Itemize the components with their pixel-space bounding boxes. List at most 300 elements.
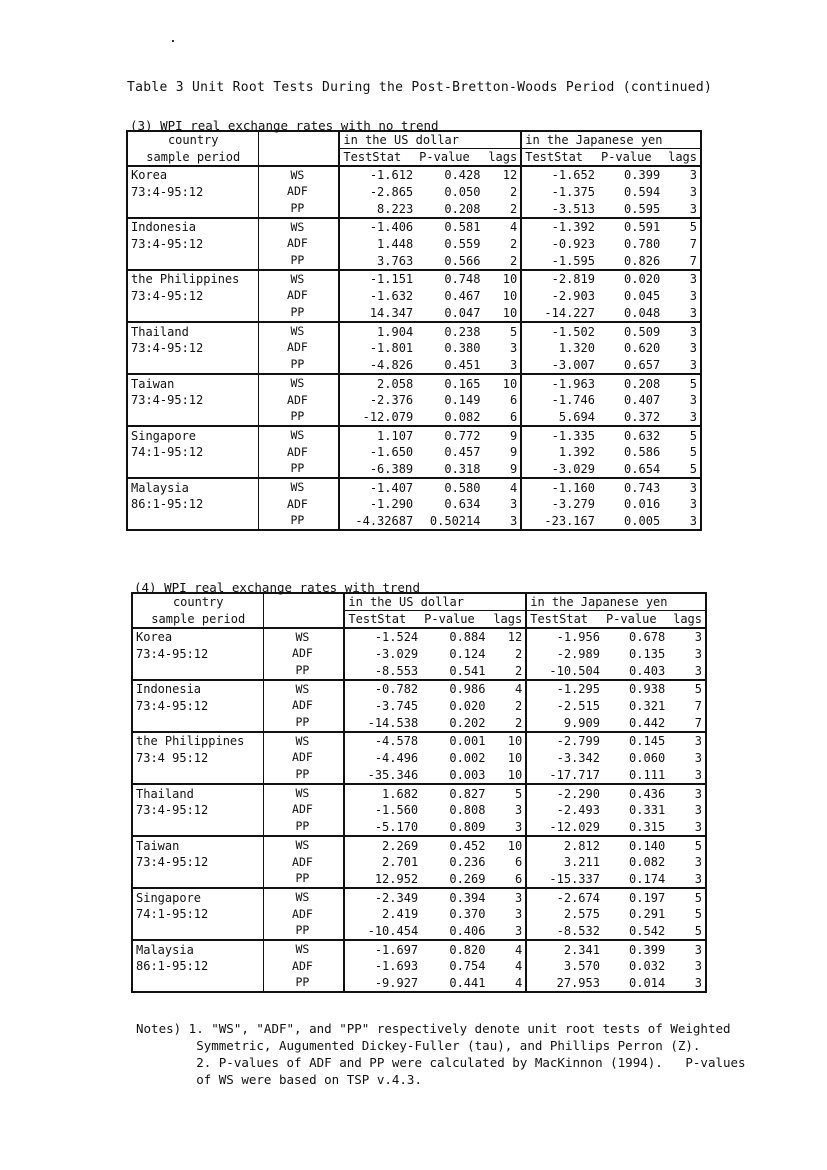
jpy-teststat: -2.819 bbox=[521, 270, 598, 288]
jpy-teststat: -3.279 bbox=[551, 497, 595, 512]
jpy-teststat: 3.570 bbox=[563, 959, 600, 974]
jpy-lags-header: lags bbox=[663, 149, 701, 167]
sample-period-header: sample period bbox=[132, 611, 264, 629]
test-name: PP bbox=[295, 819, 310, 834]
usd-lags: 2 bbox=[488, 646, 526, 663]
jpy-teststat: -2.989 bbox=[556, 647, 600, 662]
sample-period: 73:4-95:12 bbox=[127, 184, 259, 201]
jpy-pvalue: 0.632 bbox=[598, 426, 663, 444]
test-name: WS bbox=[264, 732, 344, 750]
country-name: Indonesia bbox=[127, 218, 259, 236]
jpy-pvalue: 0.399 bbox=[598, 166, 663, 184]
jpy-pvalue: 0.509 bbox=[598, 322, 663, 340]
jpy-teststat: -23.167 bbox=[521, 513, 598, 531]
table-row bbox=[132, 646, 706, 663]
jpy-lags: 3 bbox=[663, 322, 701, 340]
usd-pvalue: 0.541 bbox=[449, 663, 486, 678]
sample-period: 86:1-95:12 bbox=[132, 958, 264, 975]
jpy-teststat: -17.717 bbox=[549, 767, 600, 782]
usd-lags: 3 bbox=[483, 340, 521, 357]
jpy-lags: 3 bbox=[668, 819, 706, 837]
country-name: Singapore bbox=[127, 426, 259, 444]
table-row bbox=[132, 784, 706, 802]
jpy-pvalue: 0.208 bbox=[598, 374, 663, 392]
usd-pvalue: 0.208 bbox=[444, 201, 481, 216]
usd-pvalue: 0.566 bbox=[444, 253, 481, 268]
jpy-lags-header: lags bbox=[668, 611, 706, 629]
test-name: PP bbox=[295, 923, 310, 938]
sample-period: 73:4-95:12 bbox=[132, 698, 264, 715]
test-name: ADF bbox=[292, 906, 313, 921]
usd-lags: 12 bbox=[483, 166, 521, 184]
usd-lags: 6 bbox=[483, 409, 521, 427]
jpy-pvalue: 0.135 bbox=[629, 647, 666, 662]
usd-teststat: 2.058 bbox=[339, 374, 416, 392]
section-3-subtitle: (3) WPI real exchange rates with no trend bbox=[130, 118, 439, 133]
table-row bbox=[132, 628, 706, 646]
jpy-pvalue-header: P-value bbox=[600, 150, 652, 164]
table-row bbox=[132, 871, 706, 889]
usd-lags: 2 bbox=[483, 252, 521, 270]
table-row bbox=[127, 218, 701, 236]
usd-teststat: -10.454 bbox=[344, 923, 421, 941]
jpy-teststat: -1.392 bbox=[521, 218, 598, 236]
test-name: PP bbox=[290, 357, 305, 372]
empty-cell bbox=[127, 409, 259, 427]
jpy-teststat: -2.799 bbox=[526, 732, 603, 750]
table-row bbox=[127, 270, 701, 288]
jpy-teststat: -14.227 bbox=[544, 305, 595, 320]
table-row bbox=[132, 906, 706, 923]
usd-lags: 10 bbox=[483, 288, 521, 305]
jpy-pvalue: 0.657 bbox=[624, 357, 661, 372]
usd-teststat: -5.170 bbox=[344, 819, 421, 837]
usd-pvalue: 0.406 bbox=[449, 924, 486, 939]
usd-teststat: -1.151 bbox=[339, 270, 416, 288]
jpy-pvalue: 0.197 bbox=[603, 888, 668, 906]
country-name: Korea bbox=[132, 628, 264, 646]
test-name: ADF bbox=[292, 802, 313, 817]
test-name: WS bbox=[259, 426, 339, 444]
usd-pvalue: 0.428 bbox=[416, 166, 483, 184]
jpy-teststat: 9.909 bbox=[563, 715, 600, 730]
sample-period: 73:4-95:12 bbox=[127, 392, 259, 409]
usd-pvalue: 0.003 bbox=[449, 767, 486, 782]
usd-teststat: -1.801 bbox=[339, 340, 416, 357]
jpy-teststat-header: TestStat bbox=[525, 150, 584, 164]
usd-teststat: -0.782 bbox=[344, 680, 421, 698]
usd-lags: 3 bbox=[483, 513, 521, 531]
jpy-lags: 5 bbox=[663, 426, 701, 444]
jpy-lags: 5 bbox=[668, 923, 706, 941]
usd-teststat: -4.32687 bbox=[339, 513, 416, 531]
test-name: PP bbox=[295, 715, 310, 730]
table-row bbox=[132, 819, 706, 837]
test-name: WS bbox=[259, 478, 339, 496]
usd-pvalue: 0.986 bbox=[421, 680, 488, 698]
jpy-pvalue: 0.399 bbox=[603, 940, 668, 958]
jpy-lags: 3 bbox=[663, 200, 701, 218]
jpy-pvalue: 0.654 bbox=[624, 462, 661, 477]
jpy-lags: 3 bbox=[663, 270, 701, 288]
usd-pvalue: 0.318 bbox=[444, 462, 481, 477]
usd-teststat: -3.745 bbox=[344, 698, 421, 715]
sample-period: 74:1-95:12 bbox=[127, 444, 259, 461]
jpy-pvalue: 0.111 bbox=[629, 767, 666, 782]
jpy-pvalue: 0.407 bbox=[624, 393, 661, 408]
usd-teststat: 3.763 bbox=[339, 252, 416, 270]
table-title: Table 3 Unit Root Tests During the Post-Bretton-Woods Period (continued) bbox=[127, 80, 713, 95]
jpy-teststat: -3.513 bbox=[551, 201, 595, 216]
test-name: ADF bbox=[287, 496, 308, 511]
jpy-teststat: -1.746 bbox=[551, 393, 595, 408]
jpy-teststat: -2.493 bbox=[556, 803, 600, 818]
test-header-blank bbox=[259, 131, 339, 149]
table-row bbox=[127, 305, 701, 323]
table-row bbox=[132, 680, 706, 698]
test-name: ADF bbox=[287, 236, 308, 251]
jpy-lags: 3 bbox=[668, 628, 706, 646]
jpy-pvalue: 0.060 bbox=[629, 751, 666, 766]
sample-period: 73:4 95:12 bbox=[132, 750, 264, 767]
usd-pvalue: 0.452 bbox=[421, 836, 488, 854]
jpy-lags: 5 bbox=[663, 461, 701, 479]
usd-pvalue: 0.165 bbox=[416, 374, 483, 392]
table-row bbox=[127, 374, 701, 392]
usd-teststat: -1.612 bbox=[339, 166, 416, 184]
sample-period-header: sample period bbox=[127, 149, 259, 167]
jpy-lags: 5 bbox=[668, 836, 706, 854]
usd-teststat: -4.578 bbox=[344, 732, 421, 750]
jpy-lags: 3 bbox=[663, 340, 701, 357]
table-row bbox=[132, 923, 706, 941]
jpy-teststat: 1.320 bbox=[558, 341, 595, 356]
test-name: ADF bbox=[292, 698, 313, 713]
jpy-lags: 3 bbox=[663, 288, 701, 305]
usd-teststat-header: TestStat bbox=[344, 611, 421, 629]
jpy-teststat: -1.956 bbox=[526, 628, 603, 646]
usd-teststat: 1.904 bbox=[339, 322, 416, 340]
table-row bbox=[127, 184, 701, 201]
table-row bbox=[132, 802, 706, 819]
usd-pvalue: 0.202 bbox=[449, 715, 486, 730]
jpy-pvalue: 0.743 bbox=[598, 478, 663, 496]
jpy-lags: 5 bbox=[668, 888, 706, 906]
empty-cell bbox=[127, 357, 259, 375]
jpy-teststat: -1.335 bbox=[521, 426, 598, 444]
jpy-teststat: 3.211 bbox=[563, 855, 600, 870]
table-row bbox=[127, 322, 701, 340]
jpy-teststat: -3.007 bbox=[551, 357, 595, 372]
usd-lags: 9 bbox=[483, 426, 521, 444]
jpy-pvalue: 0.145 bbox=[603, 732, 668, 750]
jpy-teststat: -1.160 bbox=[521, 478, 598, 496]
usd-teststat: 2.419 bbox=[344, 906, 421, 923]
usd-teststat-header: TestStat bbox=[339, 149, 416, 167]
usd-teststat: -1.406 bbox=[339, 218, 416, 236]
table-row bbox=[132, 767, 706, 785]
usd-lags-header: lags bbox=[488, 611, 526, 629]
test-name: PP bbox=[290, 305, 305, 320]
usd-pvalue: 0.754 bbox=[449, 959, 486, 974]
jpy-teststat: -2.290 bbox=[526, 784, 603, 802]
jpy-teststat: -1.502 bbox=[521, 322, 598, 340]
usd-teststat: -9.927 bbox=[344, 975, 421, 993]
table-row bbox=[132, 750, 706, 767]
usd-lags: 2 bbox=[488, 714, 526, 732]
usd-pvalue: 0.236 bbox=[449, 855, 486, 870]
usd-teststat: -3.029 bbox=[344, 646, 421, 663]
jpy-teststat: -1.295 bbox=[526, 680, 603, 698]
usd-pvalue: 0.047 bbox=[444, 305, 481, 320]
test-name: WS bbox=[264, 680, 344, 698]
usd-lags: 4 bbox=[488, 940, 526, 958]
usd-pvalue: 0.808 bbox=[449, 803, 486, 818]
usd-pvalue: 0.580 bbox=[416, 478, 483, 496]
jpy-lags: 3 bbox=[668, 975, 706, 993]
jpy-lags: 5 bbox=[663, 218, 701, 236]
country-name: Singapore bbox=[132, 888, 264, 906]
test-name: ADF bbox=[287, 288, 308, 303]
usd-pvalue: 0.559 bbox=[444, 237, 481, 252]
jpy-pvalue: 0.826 bbox=[624, 253, 661, 268]
table-row bbox=[132, 662, 706, 680]
usd-pvalue: 0.124 bbox=[449, 647, 486, 662]
usd-lags: 2 bbox=[483, 184, 521, 201]
unit-root-table-no-trend bbox=[126, 130, 702, 531]
jpy-pvalue: 0.594 bbox=[624, 185, 661, 200]
usd-lags: 3 bbox=[488, 888, 526, 906]
test-name: WS bbox=[259, 166, 339, 184]
usd-lags: 4 bbox=[488, 958, 526, 975]
table-row bbox=[127, 426, 701, 444]
usd-header: in the US dollar bbox=[344, 593, 526, 611]
table-row bbox=[127, 409, 701, 427]
usd-teststat: -1.560 bbox=[344, 802, 421, 819]
usd-teststat: 14.347 bbox=[339, 305, 416, 323]
usd-lags: 3 bbox=[483, 357, 521, 375]
jpy-teststat: -1.652 bbox=[521, 166, 598, 184]
table-row bbox=[127, 288, 701, 305]
jpy-lags: 3 bbox=[668, 958, 706, 975]
empty-cell bbox=[132, 714, 264, 732]
table-row bbox=[132, 836, 706, 854]
country-name: Korea bbox=[127, 166, 259, 184]
jpy-pvalue: 0.780 bbox=[624, 237, 661, 252]
test-name: PP bbox=[290, 253, 305, 268]
usd-lags: 12 bbox=[488, 628, 526, 646]
jpy-teststat: -3.029 bbox=[551, 462, 595, 477]
table-row bbox=[127, 496, 701, 513]
usd-teststat: -1.407 bbox=[339, 478, 416, 496]
empty-cell bbox=[132, 767, 264, 785]
usd-header: in the US dollar bbox=[339, 131, 521, 149]
jpy-lags: 7 bbox=[668, 698, 706, 715]
test-name: PP bbox=[290, 461, 305, 476]
usd-pvalue: 0.50214 bbox=[416, 513, 483, 531]
jpy-teststat: 27.953 bbox=[526, 975, 603, 993]
usd-lags: 10 bbox=[488, 750, 526, 767]
usd-lags: 2 bbox=[488, 662, 526, 680]
usd-lags: 3 bbox=[488, 923, 526, 941]
usd-pvalue: 0.457 bbox=[444, 445, 481, 460]
usd-pvalue: 0.884 bbox=[421, 628, 488, 646]
table-row bbox=[127, 478, 701, 496]
usd-lags: 2 bbox=[488, 698, 526, 715]
jpy-pvalue: 0.140 bbox=[603, 836, 668, 854]
jpy-teststat: -3.342 bbox=[556, 751, 600, 766]
test-name: ADF bbox=[292, 854, 313, 869]
table-row bbox=[127, 513, 701, 531]
jpy-teststat: -2.674 bbox=[526, 888, 603, 906]
table-row bbox=[127, 392, 701, 409]
usd-lags: 4 bbox=[488, 680, 526, 698]
jpy-pvalue: 0.321 bbox=[629, 699, 666, 714]
usd-pvalue: 0.050 bbox=[444, 185, 481, 200]
sample-period: 73:4-95:12 bbox=[127, 340, 259, 357]
usd-teststat: 1.682 bbox=[344, 784, 421, 802]
jpy-teststat: -15.337 bbox=[549, 871, 600, 886]
jpy-pvalue: 0.082 bbox=[629, 855, 666, 870]
sample-period: 86:1-95:12 bbox=[127, 496, 259, 513]
test-name: PP bbox=[290, 409, 305, 424]
jpy-pvalue: 0.591 bbox=[598, 218, 663, 236]
country-name: Thailand bbox=[132, 784, 264, 802]
usd-teststat: -8.553 bbox=[344, 662, 421, 680]
usd-lags: 9 bbox=[483, 461, 521, 479]
country-name: Taiwan bbox=[127, 374, 259, 392]
usd-lags: 4 bbox=[483, 478, 521, 496]
country-name: Indonesia bbox=[132, 680, 264, 698]
jpy-teststat: 2.575 bbox=[563, 907, 600, 922]
usd-pvalue: 0.748 bbox=[416, 270, 483, 288]
jpy-lags: 7 bbox=[668, 714, 706, 732]
test-name: WS bbox=[264, 940, 344, 958]
jpy-lags: 3 bbox=[663, 392, 701, 409]
test-header-blank-2 bbox=[264, 611, 344, 629]
usd-lags: 4 bbox=[483, 218, 521, 236]
sample-period: 73:4-95:12 bbox=[132, 802, 264, 819]
usd-teststat: -2.865 bbox=[339, 184, 416, 201]
jpy-pvalue: 0.016 bbox=[624, 497, 661, 512]
test-name: WS bbox=[259, 270, 339, 288]
test-name: WS bbox=[259, 374, 339, 392]
table-row bbox=[127, 461, 701, 479]
usd-lags: 6 bbox=[483, 392, 521, 409]
jpy-lags: 3 bbox=[663, 305, 701, 323]
jpy-lags: 7 bbox=[663, 236, 701, 253]
sample-period: 73:4-95:12 bbox=[132, 854, 264, 871]
jpy-teststat: 5.694 bbox=[558, 409, 595, 424]
jpy-teststat-header: TestStat bbox=[530, 612, 589, 626]
jpy-pvalue: 0.005 bbox=[598, 513, 663, 531]
jpy-pvalue: 0.372 bbox=[624, 409, 661, 424]
empty-cell bbox=[127, 513, 259, 531]
test-name: PP bbox=[295, 662, 310, 677]
usd-pvalue-header: P-value bbox=[424, 612, 475, 626]
table-row bbox=[127, 357, 701, 375]
empty-cell bbox=[132, 819, 264, 837]
country-name: Malaysia bbox=[127, 478, 259, 496]
usd-lags: 3 bbox=[483, 496, 521, 513]
jpy-teststat: 2.812 bbox=[526, 836, 603, 854]
usd-pvalue: 0.238 bbox=[416, 322, 483, 340]
test-name: PP bbox=[295, 767, 310, 782]
section-4-subtitle: (4) WPI real exchange rates with trend bbox=[134, 580, 420, 595]
sample-period: 74:1-95:12 bbox=[132, 906, 264, 923]
test-name: PP bbox=[259, 513, 339, 531]
jpy-lags: 3 bbox=[668, 646, 706, 663]
usd-pvalue: 0.820 bbox=[421, 940, 488, 958]
usd-pvalue-header: P-value bbox=[419, 150, 470, 164]
jpy-header: in the Japanese yen bbox=[521, 131, 701, 149]
jpy-lags: 7 bbox=[663, 252, 701, 270]
table-row bbox=[127, 444, 701, 461]
jpy-lags: 3 bbox=[668, 940, 706, 958]
usd-pvalue: 0.827 bbox=[421, 784, 488, 802]
jpy-lags: 3 bbox=[663, 496, 701, 513]
usd-pvalue: 0.002 bbox=[449, 751, 486, 766]
test-name: ADF bbox=[287, 392, 308, 407]
country-header: country bbox=[132, 593, 264, 611]
usd-teststat: -14.538 bbox=[344, 714, 421, 732]
jpy-teststat: -1.963 bbox=[521, 374, 598, 392]
usd-pvalue: 0.772 bbox=[416, 426, 483, 444]
empty-cell bbox=[132, 871, 264, 889]
table-row bbox=[132, 888, 706, 906]
table-row bbox=[132, 714, 706, 732]
jpy-pvalue: 0.032 bbox=[629, 959, 666, 974]
jpy-pvalue: 0.436 bbox=[603, 784, 668, 802]
jpy-teststat: -1.375 bbox=[551, 185, 595, 200]
empty-cell bbox=[127, 252, 259, 270]
test-name: WS bbox=[264, 628, 344, 646]
usd-teststat: 2.701 bbox=[344, 854, 421, 871]
usd-lags: 10 bbox=[483, 305, 521, 323]
usd-teststat: -1.693 bbox=[344, 958, 421, 975]
usd-lags: 9 bbox=[483, 444, 521, 461]
jpy-teststat: -12.029 bbox=[549, 819, 600, 834]
test-name: ADF bbox=[287, 444, 308, 459]
table-row bbox=[127, 252, 701, 270]
jpy-pvalue: 0.331 bbox=[629, 803, 666, 818]
usd-pvalue: 0.467 bbox=[444, 289, 481, 304]
test-name: WS bbox=[264, 888, 344, 906]
jpy-pvalue: 0.595 bbox=[624, 201, 661, 216]
jpy-header: in the Japanese yen bbox=[526, 593, 706, 611]
empty-cell bbox=[132, 975, 264, 993]
sample-period: 73:4-95:12 bbox=[127, 288, 259, 305]
usd-teststat: -2.349 bbox=[344, 888, 421, 906]
test-name: PP bbox=[290, 200, 305, 215]
usd-lags-header: lags bbox=[483, 149, 521, 167]
usd-pvalue: 0.001 bbox=[421, 732, 488, 750]
empty-cell bbox=[132, 923, 264, 941]
usd-lags: 5 bbox=[483, 322, 521, 340]
jpy-teststat: -1.595 bbox=[551, 253, 595, 268]
sample-period: 73:4-95:12 bbox=[132, 646, 264, 663]
test-name: ADF bbox=[292, 958, 313, 973]
jpy-lags: 5 bbox=[668, 680, 706, 698]
jpy-pvalue: 0.542 bbox=[629, 924, 666, 939]
jpy-pvalue: 0.045 bbox=[624, 289, 661, 304]
usd-pvalue: 0.634 bbox=[444, 497, 481, 512]
test-name: WS bbox=[259, 218, 339, 236]
jpy-lags: 3 bbox=[663, 357, 701, 375]
jpy-teststat: -0.923 bbox=[551, 237, 595, 252]
empty-cell bbox=[132, 662, 264, 680]
jpy-lags: 3 bbox=[668, 802, 706, 819]
